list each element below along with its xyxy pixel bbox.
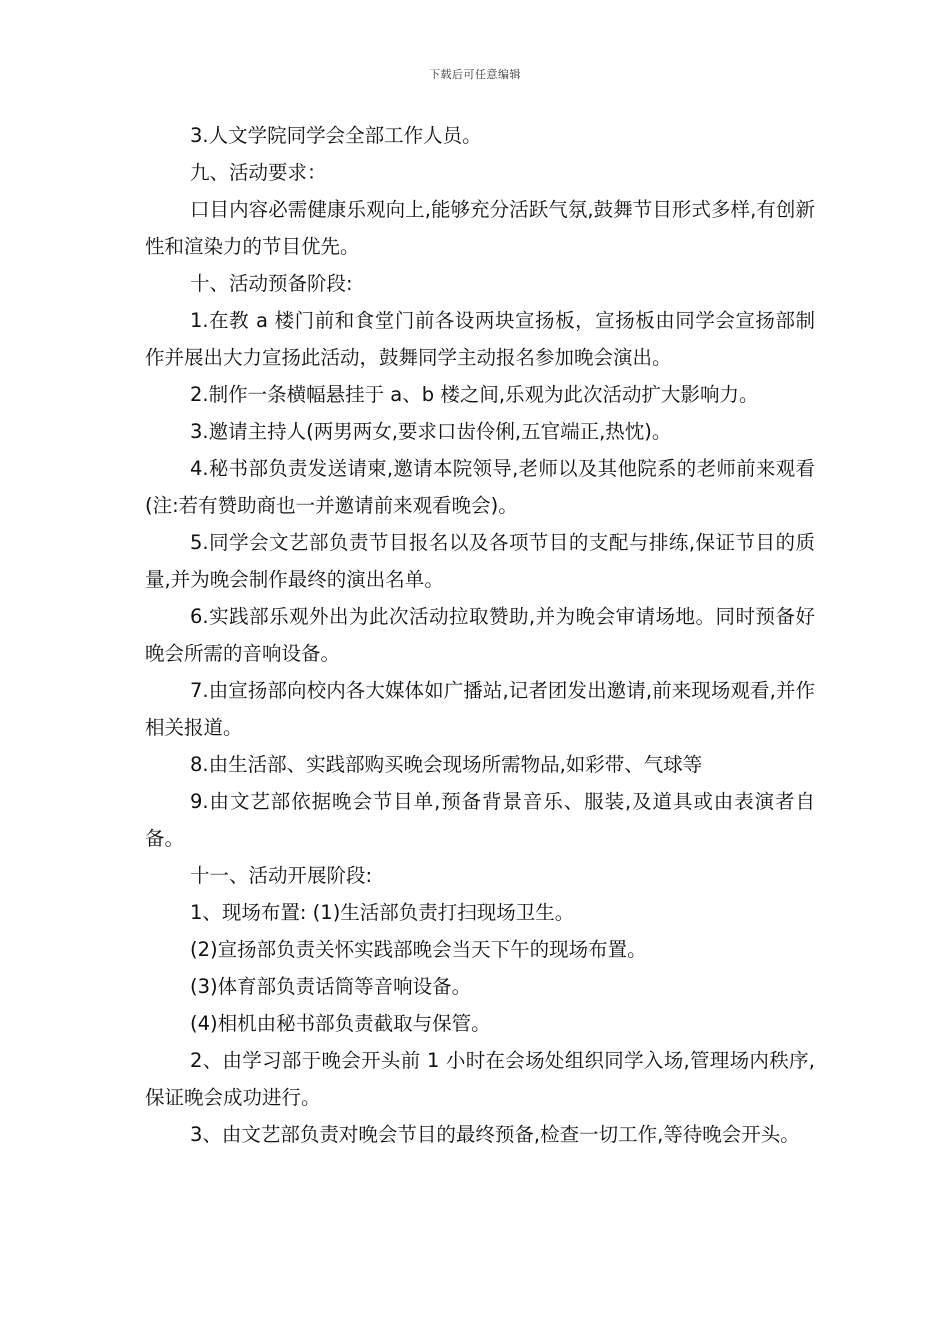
paragraph-prep-item-9: 9.由文艺部依据晚会节目单,预备背景音乐、服装,及道具或由表演者自备。: [145, 790, 815, 850]
paragraph-exec-item-1-2: (2)宣扬部负责关怀实践部晚会当天下午的现场布置。: [190, 938, 647, 961]
heading-execution-stage: 十一、活动开展阶段:: [190, 864, 373, 887]
heading-preparation-stage: 十、活动预备阶段:: [190, 272, 353, 295]
document-body: [145, 117, 815, 1153]
paragraph-exec-item-2: 2、由学习部于晚会开头前 1 小时在会场处组织同学入场,管理场内秩序,保证晚会成功进行。: [145, 1049, 815, 1109]
paragraph-prep-item-1: 1.在教 a 楼门前和食堂门前各设两块宣扬板，宣扬板由同学会宣扬部制作并展出大力宣扬此活动，鼓舞同学主动报名参加晚会演出。: [145, 309, 815, 369]
paragraph-exec-item-1-4: (4)相机由秘书部负责截取与保管。: [190, 1012, 491, 1035]
paragraph-prep-item-8: 8.由生活部、实践部购买晚会现场所需物品,如彩带、气球等: [190, 753, 703, 776]
paragraph-exec-item-1: 1、现场布置: (1)生活部负责打扫现场卫生。: [190, 901, 575, 924]
paragraph-program-content: 口目内容必需健康乐观向上,能够充分活跃气氛,鼓舞节目形式多样,有创新性和渲染力的节目优先。: [145, 198, 815, 258]
paragraph-prep-item-4: 4.秘书部负责发送请柬,邀请本院领导,老师以及其他院系的老师前来观看(注:若有赞助商也一并邀请前来观看晚会)。: [145, 457, 815, 517]
paragraph-prep-item-3: 3.邀请主持人(两男两女,要求口齿伶俐,五官端正,热忱)。: [190, 420, 672, 443]
paragraph-exec-item-1-3: (3)体育部负责话筒等音响设备。: [190, 975, 472, 998]
heading-activity-requirements: 九、活动要求：: [190, 161, 327, 184]
paragraph-prep-item-6: 6.实践部乐观外出为此次活动拉取赞助,并为晚会审请场地。同时预备好晚会所需的音响设备。: [145, 605, 815, 665]
paragraph-prep-item-7: 7.由宣扬部向校内各大媒体如广播站,记者团发出邀请,前来现场观看,并作相关报道。: [145, 679, 815, 739]
paragraph-exec-item-3: 3、由文艺部负责对晚会节目的最终预备,检查一切工作,等待晚会开头。: [190, 1123, 800, 1146]
page-header: 下载后可任意编辑: [429, 68, 521, 81]
paragraph-prep-item-2: 2.制作一条横幅悬挂于 a、b 楼之间,乐观为此次活动扩大影响力。: [190, 383, 759, 406]
paragraph-prep-item-5: 5.同学会文艺部负责节目报名以及各项节目的支配与排练,保证节目的质量,并为晚会制作最终的演出名单。: [145, 531, 815, 591]
paragraph-staff: 3.人文学院同学会全部工作人员。: [190, 124, 482, 147]
